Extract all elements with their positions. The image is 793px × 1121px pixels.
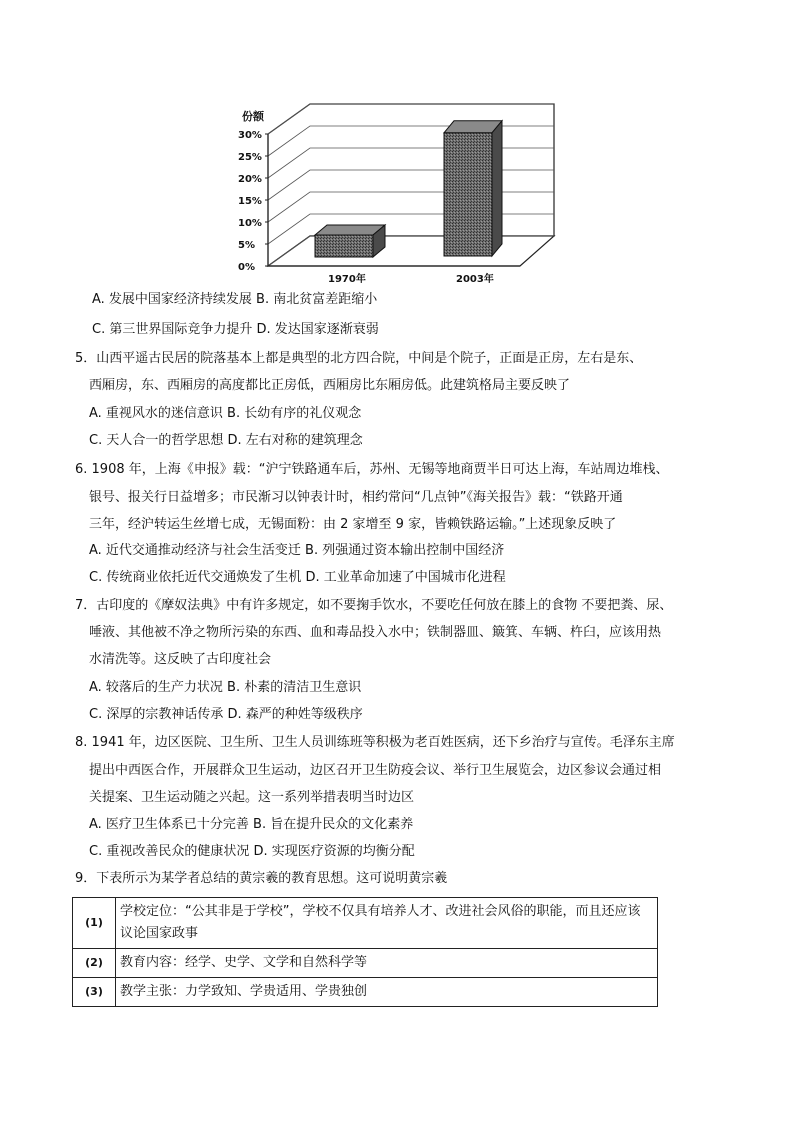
row-number: (1) <box>73 898 116 949</box>
q8-stem-line3: 关提案、卫生运动随之兴起。这一系列举措表明当时边区 <box>89 790 415 805</box>
q7-options-cd: C. 深厚的宗教神话传承 D. 森严的种姓等级秩序 <box>89 707 363 722</box>
q9-stem-line1: 9．下表所示为某学者总结的黄宗羲的教育思想。这可说明黄宗羲 <box>75 871 448 886</box>
q8-options-cd: C. 重视改善民众的健康状况 D. 实现医疗资源的均衡分配 <box>89 844 415 859</box>
y-tick-label: 0% <box>238 262 255 273</box>
education-thought-table <box>72 897 658 1007</box>
chart-svg <box>236 94 556 286</box>
row-number: (2) <box>73 949 116 978</box>
q5-stem-line2: 西厢房，东、西厢房的高度都比正房低，西厢房比东厢房低。此建筑格局主要反映了 <box>89 378 571 393</box>
q7-stem-line3: 水清洗等。这反映了古印度社会 <box>89 652 272 667</box>
q7-stem-line1: 7．古印度的《摩奴法典》中有许多规定，如不要掬手饮水，不要吃任何放在膝上的食物 不要把粪、尿、 <box>75 598 673 613</box>
bar-front <box>444 133 492 256</box>
row-number: (3) <box>73 978 116 1007</box>
x-category-label: 2003年 <box>456 274 494 285</box>
y-tick-label: 25% <box>238 152 262 163</box>
x-category-label: 1970年 <box>328 274 366 285</box>
q8-options-ab: A. 医疗卫生体系已十分完善 B. 旨在提升民众的文化素养 <box>89 817 414 832</box>
q7-options-ab: A. 较落后的生产力状况 B. 朴素的清洁卫生意识 <box>89 680 362 695</box>
y-tick-label: 30% <box>238 130 262 141</box>
q6-stem-line1: 6. 1908 年，上海《申报》载：“沪宁铁路通车后，苏州、无锡等地商贾半日可达上海，车站周边堆栈、 <box>75 462 669 477</box>
q8-stem-line2: 提出中西医合作，开展群众卫生运动，边区召开卫生防疫会议、举行卫生展览会，边区参议会通过相 <box>89 763 662 778</box>
q7-stem-line2: 唾液、其他被不净之物所污染的东西、血和毒品投入水中；铁制器皿、簸箕、车辆、杵臼，应该用热 <box>89 625 662 640</box>
q8-stem-line1: 8. 1941 年，边区医院、卫生所、卫生人员训练班等积极为老百姓医病，还下乡治疗与宣传。毛泽东主席 <box>75 735 675 750</box>
row-text: 学校定位：“公其非是于学校”，学校不仅具有培养人才、改进社会风俗的职能，而且还应该议论国家政事 <box>116 898 658 949</box>
q6-stem-line2: 银号、报关行日益增多；市民渐习以钟表计时，相约常问“几点钟”《海关报告》载：“铁路开通 <box>89 490 623 505</box>
q6-options-ab: A. 近代交通推动经济与社会生活变迁 B. 列强通过资本输出控制中国经济 <box>89 543 505 558</box>
bar-1970年 <box>315 225 385 257</box>
table-row <box>73 898 658 949</box>
y-axis-label: 份额 <box>242 110 264 123</box>
q5-stem-line1: 5．山西平遥古民居的院落基本上都是典型的北方四合院，中间是个院子，正面是正房，左右是东、 <box>75 351 643 366</box>
chart-floor <box>268 236 554 266</box>
bar-2003年 <box>444 121 502 256</box>
y-tick-label: 20% <box>238 174 262 185</box>
table-row <box>73 949 658 978</box>
q6-stem-line3: 三年，经沪转运生丝增七成，无锡面粉：由 2 家增至 9 家，皆赖铁路运输。”上述现象反映了 <box>89 517 617 532</box>
bar-side <box>492 121 502 256</box>
table-row <box>73 978 658 1007</box>
q4-options-cd: C. 第三世界国际竞争力提升 D. 发达国家逐渐衰弱 <box>92 322 379 337</box>
q6-options-cd: C. 传统商业依托近代交通焕发了生机 D. 工业革命加速了中国城市化进程 <box>89 570 506 585</box>
q5-options-ab: A. 重视风水的迷信意识 B. 长幼有序的礼仪观念 <box>89 406 362 421</box>
row-text: 教学主张：力学致知、学贵适用、学贵独创 <box>116 978 658 1007</box>
share-bar-chart <box>236 94 556 286</box>
y-tick-label: 5% <box>238 240 255 251</box>
bar-front <box>315 235 373 257</box>
q5-options-cd: C. 天人合一的哲学思想 D. 左右对称的建筑理念 <box>89 433 363 448</box>
y-tick-label: 15% <box>238 196 262 207</box>
row-text: 教育内容：经学、史学、文学和自然科学等 <box>116 949 658 978</box>
y-tick-label: 10% <box>238 218 262 229</box>
q4-options-ab: A. 发展中国家经济持续发展 B. 南北贫富差距缩小 <box>92 292 378 307</box>
